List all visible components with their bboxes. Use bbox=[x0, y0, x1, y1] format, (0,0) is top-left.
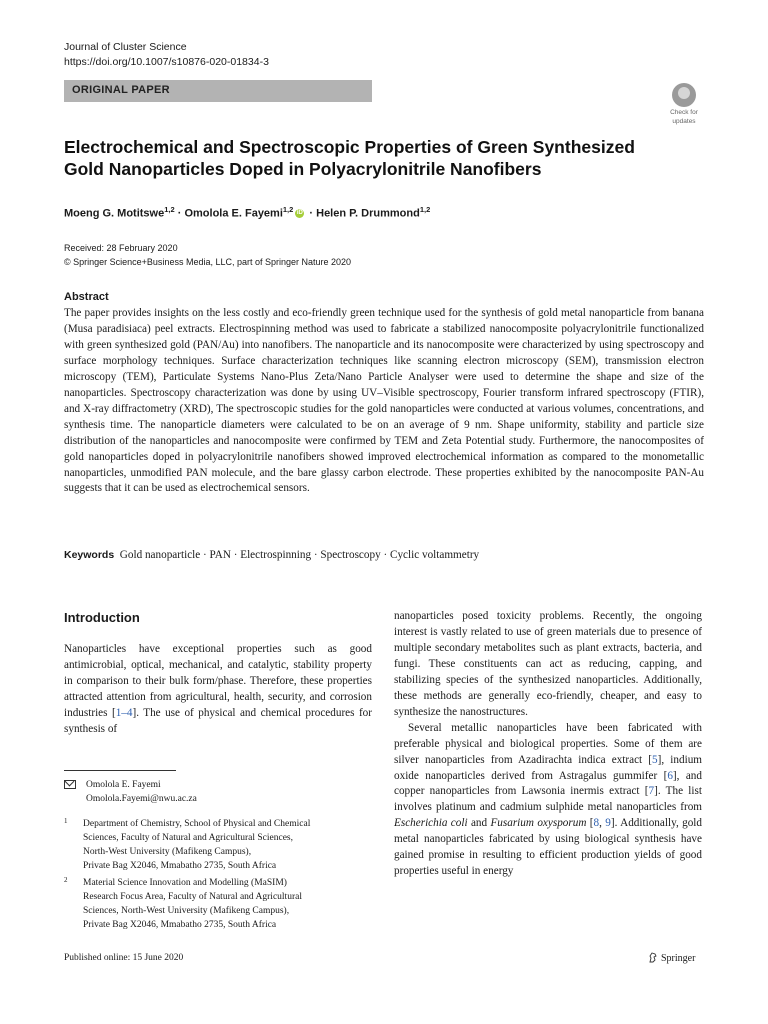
envelope-icon bbox=[64, 780, 76, 789]
citation-link[interactable]: 5 bbox=[652, 753, 658, 766]
affiliation-1 bbox=[83, 817, 363, 873]
species-name: Escherichia coli bbox=[394, 817, 468, 830]
affiliation-line: Private Bag X2046, Mmabatho 2735, South Africa bbox=[83, 861, 277, 871]
orcid-icon[interactable]: iD bbox=[296, 210, 303, 217]
check-for-updates-line1: Check for bbox=[670, 109, 698, 116]
affiliation-line: Material Science Innovation and Modelling (MaSIM) bbox=[83, 878, 287, 888]
abstract-heading: Abstract bbox=[64, 291, 109, 303]
text-run: ], and copper nanoparticles from Lawsonia inermis extract [ bbox=[394, 769, 702, 798]
article-type-banner bbox=[64, 80, 372, 102]
published-date: Published online: 15 June 2020 bbox=[64, 953, 184, 963]
citation-link[interactable]: 1–4 bbox=[115, 706, 133, 719]
text-run: Nanoparticles have exceptional properties such as good antimicrobial, optical, mechanical, and catalytic, stability property in comparison to their bulk form/phase. Therefore, these properties attracted attention from agricultural, health, security, and corrosion industries [ bbox=[64, 643, 372, 719]
paragraph bbox=[394, 721, 702, 881]
text-run: [ bbox=[586, 817, 594, 830]
abstract-text: The paper provides insights on the less costly and eco-friendly green technique used for the synthesis of gold metal nanoparticle from banana (Musa paradisiaca) peel extracts. Electrospinning method was used to fabricate a stabilized nanocomposite polyacrylonitrile functionalized with green synthesized gold (PAN/Au) into nanofibers. The nanoparticle and its nanocomposite were characterized by using spectroscopy and surface morphology techniques. Surface characterization techniques like scanning electron microscopy (SEM), transmission electron microscopy (TEM), Particulate Systems Nano-Plus Zeta/Nano Particle Analyser were used to determine the shape and size of the nanoparticles. Spectroscopy characterization was done by using UV–Visible spectroscopy, Fourier transform infrared spectroscopy (FTIR), and X-ray diffractometry (XRD), The spectroscopic studies for the gold nanoparticles were conducted at various volumes, concentrations, and synthesis time. The nanoparticle diameters were calculated to be on an average of 9 nm. Shape uniformity, stability and particle size distribution of the nanoparticles and nanocomposite were confirmed by TEM and Zeta Potential study. Furthermore, the nanocomposites of gold nanoparticles doped in polyacrylonitrile nanofibers showed improved electrochemical information as compared to the monometallic nanoparticles, unmodified PAN molecule, and the bare glassy carbon electrode. These properties exhibited by the nanocomposite PAN-Au suggests that it can be used as electrochemical sensors. bbox=[64, 307, 704, 495]
text-run: ]. The list involves platinum and cadmium sulphide metal nanoparticles from bbox=[394, 785, 702, 814]
paragraph: nanoparticles posed toxicity problems. Recently, the ongoing interest is vastly related to use of green materials due to presence of multiple secondary metabolites such as plant extracts, bacteria, and fungi. These constituents can act as reducing, capping, and stabilizing species of the synthesized nanoparticles. Additionally, these methods are generally eco-friendly, cheaper, and easy to synthesize the nanostructures. bbox=[394, 610, 702, 718]
article-meta bbox=[64, 241, 351, 269]
affiliation-number: 1 bbox=[64, 817, 68, 825]
keywords bbox=[64, 547, 704, 563]
text-run: ]. Additionally, gold metal nanoparticles fabricated by using biological synthesis have gained promise in resulting to efficient production yields of good properties useful in energy bbox=[394, 817, 702, 878]
affiliation-line: North-West University (Mafikeng Campus), bbox=[83, 847, 252, 857]
correspondence-block bbox=[64, 778, 197, 806]
springer-horse-icon bbox=[648, 952, 658, 963]
author-affiliation-sup: 1,2 bbox=[419, 205, 431, 214]
affiliation-2 bbox=[83, 876, 363, 932]
affiliation-line: Sciences, North-West University (Mafikeng Campus), bbox=[83, 906, 290, 916]
article-title bbox=[64, 136, 704, 180]
article-type-label: ORIGINAL PAPER bbox=[72, 84, 170, 96]
text-run: ], indium oxide nanoparticles derived from Astragalus gummifer [ bbox=[394, 753, 702, 782]
publisher-logo bbox=[648, 952, 695, 964]
affiliation-line: Research Focus Area, Faculty of Natural and Agricultural bbox=[83, 892, 302, 902]
text-run: Several metallic nanoparticles have been fabricated with preferable physical and biological properties. Some of them are silver nanoparticles from Azadirachta indica extract [ bbox=[394, 721, 702, 766]
text-run: ]. The use of physical and chemical procedures for synthesis of bbox=[64, 706, 372, 735]
doi-link[interactable]: https://doi.org/10.1007/s10876-020-01834-3 bbox=[64, 56, 269, 68]
publisher-name: Springer bbox=[661, 953, 696, 964]
check-for-updates-icon bbox=[672, 83, 696, 107]
title-line-1: Electrochemical and Spectroscopic Properties of Green Synthesized bbox=[64, 137, 635, 157]
left-column-text bbox=[64, 642, 372, 738]
affiliation-line: Department of Chemistry, School of Physical and Chemical bbox=[83, 819, 311, 829]
author-name[interactable]: Helen P. Drummond bbox=[316, 207, 420, 220]
author-affiliation-sup: 1,2 bbox=[282, 205, 294, 214]
copyright-notice: © Springer Science+Business Media, LLC, part of Springer Nature 2020 bbox=[64, 257, 352, 267]
footnote-divider bbox=[64, 770, 176, 771]
citation-link[interactable]: 7 bbox=[648, 785, 655, 798]
keywords-text: Gold nanoparticle · PAN · Electrospinning · Spectroscopy · Cyclic voltammetry bbox=[119, 549, 480, 561]
author-separator: · bbox=[309, 207, 314, 220]
citation-link[interactable]: 6 bbox=[667, 769, 673, 782]
received-date: Received: 28 February 2020 bbox=[64, 243, 178, 253]
text-run: , bbox=[599, 817, 606, 830]
author-name[interactable]: Moeng G. Motitswe bbox=[64, 207, 165, 220]
corresponding-author: Omolola E. Fayemi bbox=[86, 780, 161, 790]
citation-link[interactable]: 9 bbox=[605, 817, 611, 830]
keywords-label: Keywords bbox=[64, 549, 115, 561]
journal-name: Journal of Cluster Science bbox=[64, 41, 187, 53]
section-heading-introduction: Introduction bbox=[64, 610, 140, 625]
author-list bbox=[64, 202, 704, 222]
author-separator: · bbox=[177, 207, 182, 220]
right-column-text bbox=[394, 609, 702, 880]
check-for-updates-badge[interactable] bbox=[664, 83, 704, 125]
species-name: Fusarium oxysporum bbox=[490, 817, 587, 830]
paragraph bbox=[64, 642, 372, 738]
affiliation-line: Sciences, Faculty of Natural and Agricultural Sciences, bbox=[83, 833, 293, 843]
corresponding-email[interactable]: Omolola.Fayemi@nwu.ac.za bbox=[86, 794, 197, 804]
author-affiliation-sup: 1,2 bbox=[164, 205, 175, 214]
author-name[interactable]: Omolola E. Fayemi bbox=[184, 207, 283, 220]
affiliation-line: Private Bag X2046, Mmabatho 2735, South Africa bbox=[83, 920, 277, 930]
citation-link[interactable]: 8 bbox=[593, 817, 600, 830]
title-line-2: Gold Nanoparticles Doped in Polyacrylonitrile Nanofibers bbox=[64, 159, 542, 179]
check-for-updates-line2: updates bbox=[672, 118, 696, 125]
affiliation-number: 2 bbox=[64, 876, 68, 884]
text-run: and bbox=[467, 817, 491, 830]
